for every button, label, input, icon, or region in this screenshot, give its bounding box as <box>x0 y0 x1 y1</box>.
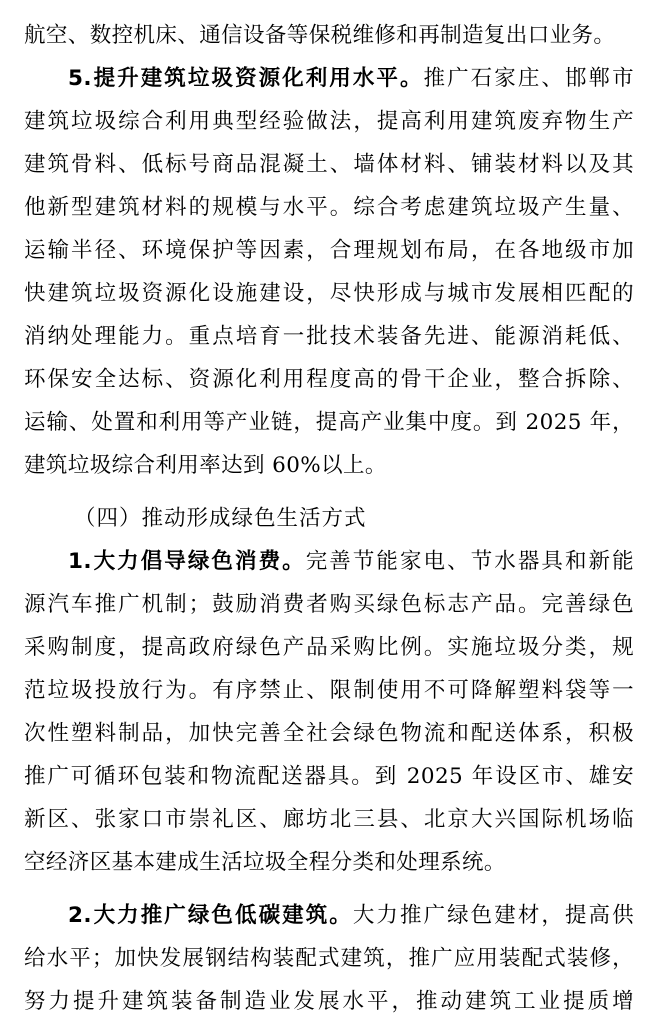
text-line: 快建筑垃圾资源化设施建设，尽快形成与城市发展相匹配的 <box>24 281 634 306</box>
text-line: 努力提升建筑装备制造业发展水平，推动建筑工业提质增 <box>24 989 634 1014</box>
text-line: 运输、处置和利用等产业链，提高产业集中度。到 2025 年， <box>24 410 634 435</box>
paragraph-heading: 5.提升建筑垃圾资源化利用水平。 <box>68 66 424 91</box>
text-line: 给水平；加快发展钢结构装配式建筑，推广应用装配式装修， <box>24 946 634 971</box>
text-line: 源汽车推广机制；鼓励消费者购买绿色标志产品。完善绿色 <box>24 592 634 617</box>
text-run: 推广石家庄、邯郸市 <box>423 66 634 91</box>
text-line: 范垃圾投放行为。有序禁止、限制使用不可降解塑料袋等一 <box>24 678 634 703</box>
paragraph-first-line <box>68 541 634 583</box>
text-line: 建筑垃圾综合利用率达到 60%以上。 <box>24 453 387 478</box>
text-run: 大力推广绿色建材，提高供 <box>352 903 634 928</box>
text-run: 完善节能家电、节水器具和新能 <box>305 549 635 574</box>
text-line: 航空、数控机床、通信设备等保税维修和再制造复出口业务。 <box>24 23 616 48</box>
text-line: 消纳处理能力。重点培育一批技术装备先进、能源消耗低、 <box>24 324 634 349</box>
text-line: 次性塑料制品，加快完善全社会绿色物流和配送体系，积极 <box>24 721 634 746</box>
text-line: 他新型建筑材料的规模与水平。综合考虑建筑垃圾产生量、 <box>24 195 634 220</box>
text-line: 建筑垃圾综合利用典型经验做法，提高利用建筑废弃物生产 <box>24 109 634 134</box>
text-line: 新区、张家口市崇礼区、廊坊北三县、北京大兴国际机场临 <box>24 807 634 832</box>
paragraph-heading: 1.大力倡导绿色消费。 <box>68 549 306 574</box>
text-line: 推广可循环包装和物流配送器具。到 2025 年设区市、雄安 <box>24 764 634 789</box>
section-heading: （四）推动形成绿色生活方式 <box>74 506 367 531</box>
paragraph-heading: 2.大力推广绿色低碳建筑。 <box>68 903 353 928</box>
paragraph-first-line <box>68 895 634 937</box>
text-line: 空经济区基本建成生活垃圾全程分类和处理系统。 <box>24 850 506 875</box>
text-line: 环保安全达标、资源化利用程度高的骨干企业，整合拆除、 <box>24 367 634 392</box>
paragraph-first-line <box>68 58 634 100</box>
text-line: 建筑骨料、低标号商品混凝土、墙体材料、铺装材料以及其 <box>24 152 634 177</box>
text-line: 采购制度，提高政府绿色产品采购比例。实施垃圾分类，规 <box>24 635 634 660</box>
text-line: 运输半径、环境保护等因素，合理规划布局，在各地级市加 <box>24 238 634 263</box>
